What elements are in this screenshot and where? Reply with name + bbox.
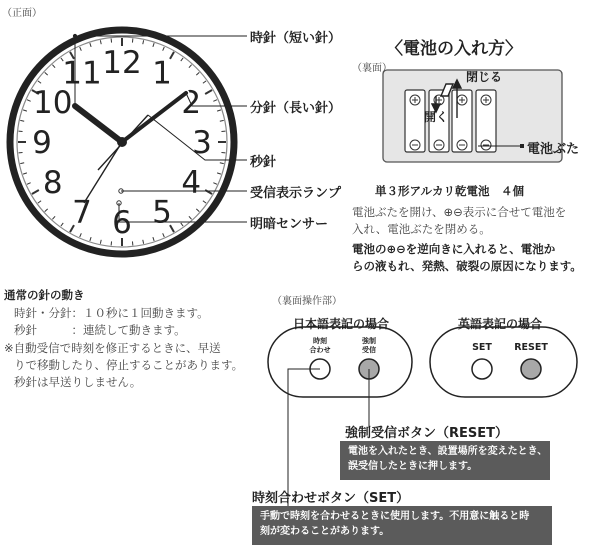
clock-number: 8 xyxy=(42,165,63,201)
clock-number: 10 xyxy=(32,85,73,121)
en-button-panel xyxy=(430,327,577,397)
back-label: （裏面） xyxy=(352,63,392,74)
clock-number: 4 xyxy=(181,165,202,201)
hand-motion-line-5: 秒針は早送りしません。 xyxy=(14,375,142,389)
clock-number: 3 xyxy=(192,125,212,161)
battery-warning-2: らの液もれ、発熱、破裂の原因になります。 xyxy=(352,259,582,273)
back-operation-label: （裏面操作部） xyxy=(272,296,342,307)
jp-reset-label-line-1: 強制 xyxy=(362,337,376,345)
jp-set-label-line-1: 時刻 xyxy=(313,337,327,345)
hand-motion-title: 通常の針の動き xyxy=(4,288,85,302)
hand-motion-line-4: りで移動したり、停止することがあります。 xyxy=(14,358,244,372)
jp-set-label-line-2: 合わせ xyxy=(309,346,331,354)
jp-panel-title: 日本語表記の場合 xyxy=(293,317,390,331)
hand-motion-line-2: 秒針 ：連続して動きます。 xyxy=(14,323,186,337)
jp-reset-label xyxy=(355,337,383,355)
open-label: 開く xyxy=(424,110,449,124)
reset-desc-line-1: 電池を入れたとき、設置場所を変えたとき、 xyxy=(348,446,548,457)
battery-instruction-1: 電池ぶたを開け、⊕⊖表示に合せて電池を xyxy=(352,205,567,219)
set-desc-line-2: 刻が変わることがあります。 xyxy=(260,526,390,537)
en-set-label: SET xyxy=(472,342,492,353)
battery-cover-label: 電池ぶた xyxy=(527,142,580,157)
light-sensor-label: 明暗センサー xyxy=(250,217,329,232)
clock-number: 9 xyxy=(32,125,52,161)
en-set-button[interactable] xyxy=(472,359,492,379)
en-panel-title: 英語表記の場合 xyxy=(458,317,543,331)
jp-button-panel xyxy=(268,327,412,397)
battery-title: 〈電池の入れ方〉 xyxy=(386,39,522,59)
hour-hand-label: 時針（短い針） xyxy=(250,31,342,46)
hand-motion-line-1: 時針・分針：１０秒に１回動きます。 xyxy=(14,306,209,320)
set-button-title: 時刻合わせボタン（SET） xyxy=(252,491,410,506)
jp-set-label xyxy=(306,337,334,355)
jp-reset-label-line-2: 受信 xyxy=(362,346,376,354)
clock-number: 1 xyxy=(152,55,172,92)
front-section-label: （正面） xyxy=(2,8,42,19)
set-desc-line-1: 手動で時刻を合わせるときに使用します。不用意に触ると時 xyxy=(260,511,530,522)
hand-motion-line-3: ※自動受信で時刻を修正するときに、早送 xyxy=(4,341,221,355)
second-hand-label: 秒針 xyxy=(250,155,277,170)
reset-button-title: 強制受信ボタン（RESET） xyxy=(345,426,509,441)
receive-lamp-label: 受信表示ランプ xyxy=(250,186,342,201)
hand-pivot xyxy=(117,137,127,147)
en-reset-label: RESET xyxy=(514,342,548,353)
clock-number: 7 xyxy=(72,194,92,231)
clock-number: 2 xyxy=(181,85,202,121)
minute-hand-label: 分針（長い針） xyxy=(250,101,342,116)
en-reset-button[interactable] xyxy=(521,359,541,379)
close-label: 閉じる xyxy=(466,70,503,84)
reset-button-desc xyxy=(340,441,550,480)
reset-desc-line-2: 誤受信したときに押します。 xyxy=(348,461,478,472)
clock-number: 12 xyxy=(102,45,142,81)
clock-number: 5 xyxy=(152,194,172,231)
set-button-desc xyxy=(252,506,552,545)
battery-warning-1: 電池の⊕⊖を逆向きに入れると、電池か xyxy=(352,242,556,256)
clock-number: 6 xyxy=(112,205,132,241)
clock-number: 11 xyxy=(62,55,102,92)
battery-spec: 単３形アルカリ乾電池 ４個 xyxy=(375,184,525,198)
battery-instruction-2: 入れ、電池ぶたを閉める。 xyxy=(352,222,491,236)
